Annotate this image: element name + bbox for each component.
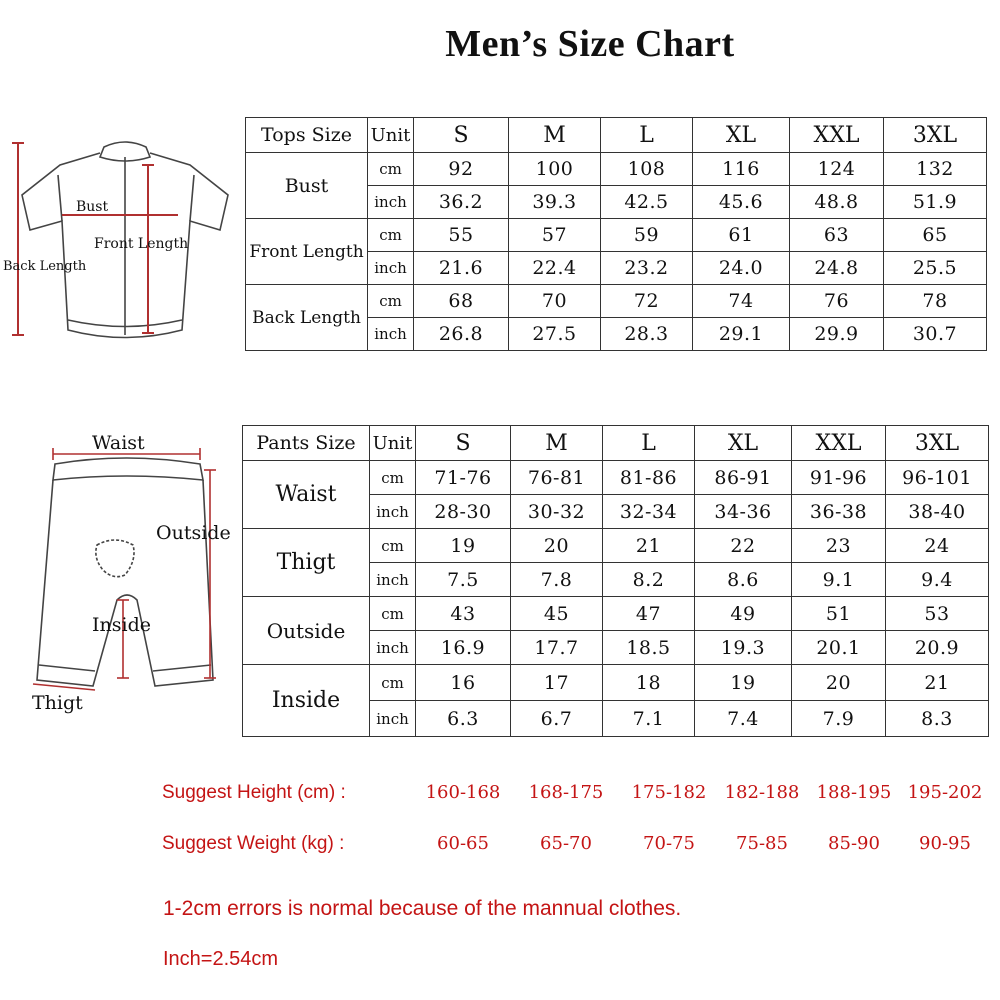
size-header: 3XL: [884, 118, 987, 153]
value-cell: 20: [511, 529, 603, 563]
tops-back-cm-row: [246, 285, 987, 318]
value-cell: 21: [886, 665, 989, 701]
value-cell: 72: [601, 285, 693, 318]
value-cell: 43: [416, 597, 511, 631]
unit-cell: inch: [370, 495, 416, 529]
value-cell: 9.4: [886, 563, 989, 597]
unit-cell: cm: [370, 597, 416, 631]
value-cell: 7.9: [792, 701, 886, 737]
value-cell: 34-36: [695, 495, 792, 529]
value-cell: 32-34: [603, 495, 695, 529]
value-cell: 8.6: [695, 563, 792, 597]
conversion-note: Inch=2.54cm: [163, 948, 279, 970]
value-cell: 28-30: [416, 495, 511, 529]
unit-cell: inch: [368, 318, 414, 351]
pants-size-table: [242, 425, 989, 737]
value-cell: 29.1: [693, 318, 790, 351]
size-header: S: [416, 426, 511, 461]
shorts-waist-label: Waist: [92, 432, 145, 454]
pants-row-label: Inside: [243, 665, 370, 737]
value-cell: 45.6: [693, 186, 790, 219]
shorts-outside-label: Outside: [156, 522, 231, 544]
value-cell: 25.5: [884, 252, 987, 285]
value-cell: 86-91: [695, 461, 792, 495]
tops-row-label: Front Length: [246, 219, 368, 285]
pants-row-label: Outside: [243, 597, 370, 665]
suggest-weight-value: 70-75: [643, 833, 695, 854]
suggest-height-value: 195-202: [907, 782, 983, 803]
pants-header-row: [243, 426, 989, 461]
value-cell: 61: [693, 219, 790, 252]
value-cell: 47: [603, 597, 695, 631]
value-cell: 65: [884, 219, 987, 252]
value-cell: 24.0: [693, 252, 790, 285]
value-cell: 7.4: [695, 701, 792, 737]
value-cell: 8.3: [886, 701, 989, 737]
value-cell: 59: [601, 219, 693, 252]
chart-title: Men’s Size Chart: [445, 23, 735, 65]
value-cell: 36.2: [414, 186, 509, 219]
tops-size-table: [245, 117, 987, 351]
value-cell: 16.9: [416, 631, 511, 665]
value-cell: 38-40: [886, 495, 989, 529]
jersey-front-length-label: Front Length: [94, 236, 189, 252]
suggest-height-value: 168-175: [528, 782, 604, 803]
value-cell: 76-81: [511, 461, 603, 495]
value-cell: 19: [416, 529, 511, 563]
value-cell: 17.7: [511, 631, 603, 665]
value-cell: 21: [603, 529, 695, 563]
value-cell: 19: [695, 665, 792, 701]
value-cell: 9.1: [792, 563, 886, 597]
value-cell: 30-32: [511, 495, 603, 529]
unit-cell: inch: [370, 701, 416, 737]
value-cell: 53: [886, 597, 989, 631]
value-cell: 7.8: [511, 563, 603, 597]
tops-size-header: Tops Size: [246, 118, 368, 153]
suggest-height-value: 182-188: [724, 782, 800, 803]
value-cell: 78: [884, 285, 987, 318]
value-cell: 81-86: [603, 461, 695, 495]
unit-cell: cm: [368, 219, 414, 252]
size-header: XL: [693, 118, 790, 153]
value-cell: 116: [693, 153, 790, 186]
pants-unit-header: Unit: [370, 426, 416, 461]
unit-cell: cm: [370, 665, 416, 701]
size-header: M: [511, 426, 603, 461]
value-cell: 51: [792, 597, 886, 631]
value-cell: 18.5: [603, 631, 695, 665]
value-cell: 63: [790, 219, 884, 252]
value-cell: 39.3: [509, 186, 601, 219]
value-cell: 76: [790, 285, 884, 318]
suggest-weight-value: 65-70: [540, 833, 592, 854]
value-cell: 24.8: [790, 252, 884, 285]
value-cell: 17: [511, 665, 603, 701]
size-header: XXL: [792, 426, 886, 461]
value-cell: 27.5: [509, 318, 601, 351]
suggest-weight-row: [0, 829, 1000, 859]
value-cell: 36-38: [792, 495, 886, 529]
unit-cell: cm: [368, 285, 414, 318]
tops-header-row: [246, 118, 987, 153]
unit-cell: cm: [368, 153, 414, 186]
value-cell: 29.9: [790, 318, 884, 351]
value-cell: 74: [693, 285, 790, 318]
shorts-inside-label: Inside: [92, 614, 151, 636]
jersey-back-length-label: Back Length: [3, 259, 87, 274]
size-header: 3XL: [886, 426, 989, 461]
value-cell: 30.7: [884, 318, 987, 351]
value-cell: 51.9: [884, 186, 987, 219]
value-cell: 20: [792, 665, 886, 701]
pants-outside-cm-row: [243, 597, 989, 631]
value-cell: 8.2: [603, 563, 695, 597]
unit-cell: inch: [370, 563, 416, 597]
suggest-height-label: Suggest Height (cm) :: [162, 782, 346, 803]
suggest-weight-value: 75-85: [736, 833, 788, 854]
pants-row-label: Thigt: [243, 529, 370, 597]
value-cell: 22.4: [509, 252, 601, 285]
value-cell: 68: [414, 285, 509, 318]
suggest-weight-label: Suggest Weight (kg) :: [162, 833, 345, 854]
size-header: L: [603, 426, 695, 461]
value-cell: 6.7: [511, 701, 603, 737]
tops-bust-cm-row: [246, 153, 987, 186]
value-cell: 108: [601, 153, 693, 186]
size-header: S: [414, 118, 509, 153]
value-cell: 7.1: [603, 701, 695, 737]
unit-cell: inch: [368, 186, 414, 219]
unit-cell: cm: [370, 461, 416, 495]
value-cell: 71-76: [416, 461, 511, 495]
value-cell: 70: [509, 285, 601, 318]
suggest-weight-value: 85-90: [828, 833, 880, 854]
value-cell: 6.3: [416, 701, 511, 737]
error-note: 1-2cm errors is normal because of the mannual clothes.: [163, 897, 682, 920]
value-cell: 28.3: [601, 318, 693, 351]
value-cell: 23.2: [601, 252, 693, 285]
suggest-weight-value: 90-95: [919, 833, 971, 854]
suggest-height-value: 160-168: [425, 782, 501, 803]
pants-inside-cm-row: [243, 665, 989, 701]
value-cell: 96-101: [886, 461, 989, 495]
tops-unit-header: Unit: [368, 118, 414, 153]
size-header: L: [601, 118, 693, 153]
unit-cell: inch: [370, 631, 416, 665]
unit-cell: cm: [370, 529, 416, 563]
size-header: XL: [695, 426, 792, 461]
pants-thigt-cm-row: [243, 529, 989, 563]
value-cell: 26.8: [414, 318, 509, 351]
value-cell: 19.3: [695, 631, 792, 665]
value-cell: 45: [511, 597, 603, 631]
value-cell: 22: [695, 529, 792, 563]
value-cell: 7.5: [416, 563, 511, 597]
value-cell: 16: [416, 665, 511, 701]
value-cell: 124: [790, 153, 884, 186]
unit-cell: inch: [368, 252, 414, 285]
value-cell: 42.5: [601, 186, 693, 219]
value-cell: 49: [695, 597, 792, 631]
value-cell: 57: [509, 219, 601, 252]
pants-size-header: Pants Size: [243, 426, 370, 461]
suggest-height-row: [0, 778, 1000, 808]
value-cell: 48.8: [790, 186, 884, 219]
tops-row-label: Back Length: [246, 285, 368, 351]
shorts-thigt-label: Thigt: [32, 692, 83, 714]
pants-row-label: Waist: [243, 461, 370, 529]
value-cell: 20.1: [792, 631, 886, 665]
value-cell: 20.9: [886, 631, 989, 665]
value-cell: 100: [509, 153, 601, 186]
value-cell: 21.6: [414, 252, 509, 285]
value-cell: 55: [414, 219, 509, 252]
jersey-bust-label: Bust: [76, 199, 109, 215]
suggest-height-value: 175-182: [631, 782, 707, 803]
value-cell: 132: [884, 153, 987, 186]
suggest-weight-value: 60-65: [437, 833, 489, 854]
value-cell: 18: [603, 665, 695, 701]
value-cell: 92: [414, 153, 509, 186]
pants-waist-cm-row: [243, 461, 989, 495]
value-cell: 24: [886, 529, 989, 563]
size-header: XXL: [790, 118, 884, 153]
suggest-height-value: 188-195: [816, 782, 892, 803]
size-header: M: [509, 118, 601, 153]
tops-front-cm-row: [246, 219, 987, 252]
tops-row-label: Bust: [246, 153, 368, 219]
value-cell: 23: [792, 529, 886, 563]
value-cell: 91-96: [792, 461, 886, 495]
shorts-illustration: [15, 440, 240, 700]
